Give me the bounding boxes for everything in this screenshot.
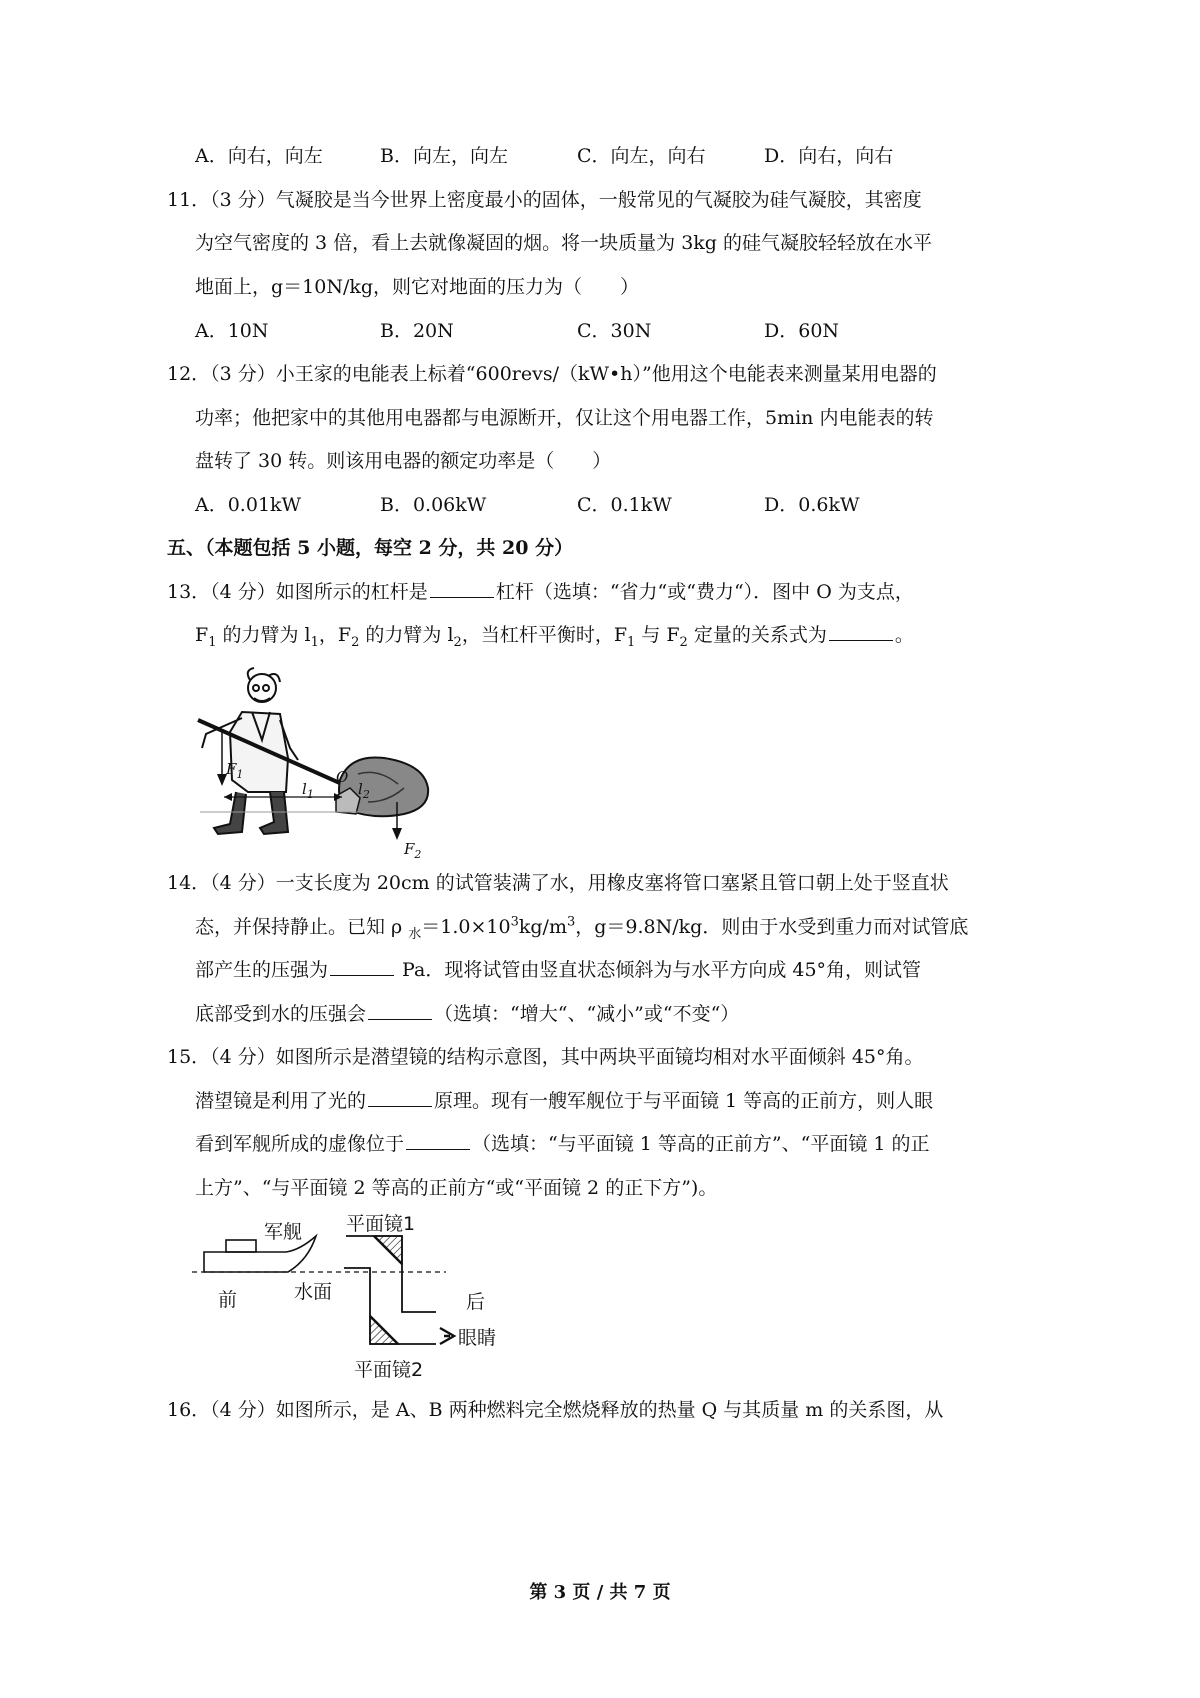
- q14-line-2: [195, 914, 968, 940]
- q13-s6: 2: [679, 634, 688, 650]
- q14-t1: 态，并保持静止。已知 ρ: [195, 916, 409, 938]
- q14-t3: kg/m: [518, 916, 567, 938]
- q12-option-a: A．0.01kW: [195, 494, 302, 516]
- q14-s3: 3: [566, 914, 576, 930]
- q13-t2: 的力臂为 l: [216, 624, 311, 646]
- q12-option-c: C．0.1kW: [577, 494, 672, 516]
- q13-t3: ，F: [318, 624, 352, 646]
- q13-s2: 1: [310, 634, 319, 650]
- q13-s1: 1: [208, 634, 217, 650]
- f2-label: $F_2$: [404, 840, 422, 861]
- q15-t1: 潜望镜是利用了光的: [195, 1090, 367, 1112]
- f1-label: $F_1$: [226, 760, 244, 781]
- q12-option-d: D．0.6kW: [764, 494, 860, 516]
- l2-label: $l_2$: [358, 780, 370, 801]
- q15-blank-1: [368, 1088, 432, 1107]
- q11-option-d: D．60N: [764, 320, 840, 342]
- person-illustration: [202, 668, 298, 834]
- q14-blank-2: [368, 1001, 432, 1020]
- q10-option-b: B．向左，向左: [380, 145, 508, 167]
- q13-t7: 定量的关系式为: [687, 624, 827, 646]
- q12-option-b: B．0.06kW: [380, 494, 487, 516]
- q10-option-c: C．向左，向右: [577, 145, 706, 167]
- q13-blank-1: [430, 579, 494, 598]
- q13-blank-2: [829, 622, 893, 641]
- q14-t2: ＝1.0×10: [421, 916, 511, 938]
- q15-t3: 看到军舰所成的虚像位于: [195, 1133, 405, 1155]
- pivot-label: O: [336, 768, 349, 786]
- q13-t8: 。: [894, 624, 914, 646]
- page-footer: 第 3 页 / 共 7 页: [529, 1582, 671, 1603]
- front-label: 前: [218, 1289, 238, 1311]
- q14-t5: 部产生的压强为: [195, 959, 329, 981]
- q14-t7: 底部受到水的压强会: [195, 1003, 367, 1025]
- q11-line-3: 地面上，g＝10N/kg，则它对地面的压力为（ ）: [195, 276, 640, 298]
- q10-option-d: D．向右，向右: [764, 145, 894, 167]
- q12-line-1: 12．（3 分）小王家的电能表上标着“600revs/（kW•h）”他用这个电能表来测量某用电器的: [167, 363, 937, 385]
- q14-line-4: [195, 1001, 739, 1027]
- back-label: 后: [466, 1291, 486, 1313]
- q15-line-4: 上方”、“与平面镜 2 等高的正前方“或“平面镜 2 的正下方”)。: [195, 1177, 718, 1199]
- ship-label: 军舰: [264, 1221, 303, 1243]
- q15-blank-2: [406, 1131, 470, 1150]
- q13-s5: 1: [627, 634, 636, 650]
- water-label: 水面: [294, 1281, 333, 1303]
- q16-line-1: 16．（4 分）如图所示，是 A、B 两种燃料完全燃烧释放的热量 Q 与其质量 m 的关系图，从: [167, 1399, 944, 1421]
- q11-line-1: 11．（3 分）气凝胶是当今世界上密度最小的固体，一般常见的气凝胶为硅气凝胶，其密度: [167, 189, 922, 211]
- mirror-1-label: 平面镜1: [346, 1213, 416, 1235]
- q13-t1: F: [195, 624, 209, 646]
- q12-line-2: 功率；他把家中的其他用电器都与电源断开，仅让这个用电器工作，5min 内电能表的转: [195, 407, 934, 429]
- q15-line-2: [195, 1088, 933, 1114]
- q10-option-a: A．向右，向左: [195, 145, 323, 167]
- q14-t6: Pa．现将试管由竖直状态倾斜为与水平方向成 45°角，则试管: [396, 959, 922, 981]
- l1-label: $l_1$: [302, 780, 314, 801]
- q11-option-c: C．30N: [577, 320, 652, 342]
- periscope-figure: [190, 1210, 550, 1385]
- q13-t5: ，当杠杆平衡时，F: [461, 624, 627, 646]
- q11-option-a: A．10N: [195, 320, 269, 342]
- q13-line-1: [167, 579, 914, 605]
- section-title: 五、（本题包括 5 小题，每空 2 分，共 20 分）: [167, 537, 574, 559]
- q13-t4: 的力臂为 l: [359, 624, 454, 646]
- q14-t4: ，g＝9.8N/kg．则由于水受到重力而对试管底: [575, 916, 969, 938]
- q13-s4: 2: [453, 634, 462, 650]
- q14-s2: 3: [510, 914, 519, 930]
- q13-s3: 2: [351, 634, 360, 650]
- q11-line-2: 为空气密度的 3 倍，看上去就像凝固的烟。将一块质量为 3kg 的硅气凝胶轻轻放在水平: [195, 232, 933, 254]
- q15-t2: 原理。现有一艘军舰位于与平面镜 1 等高的正前方，则人眼: [434, 1090, 934, 1112]
- mirror-2-label: 平面镜2: [354, 1359, 424, 1381]
- q15-line-1: 15．（4 分）如图所示是潜望镜的结构示意图，其中两块平面镜均相对水平面倾斜 45°角。: [167, 1046, 924, 1068]
- q15-line-3: [195, 1131, 930, 1157]
- lever-figure: [190, 662, 450, 862]
- q13-t6: 与 F: [635, 624, 680, 646]
- q13-line-2: [195, 622, 914, 648]
- eye-label: 眼睛: [458, 1327, 497, 1349]
- q14-line-3: [195, 957, 921, 983]
- q14-line-1: 14．（4 分）一支长度为 20cm 的试管装满了水，用橡皮塞将管口塞紧且管口朝上处于竖直状: [167, 872, 949, 894]
- q13-text-b: 杠杆（选填：“省力“或“费力“）．图中 O 为支点，: [495, 581, 914, 603]
- eye-icon: [440, 1328, 454, 1344]
- q14-blank-1: [330, 957, 394, 976]
- q15-t4: （选填：“与平面镜 1 等高的正前方”、“平面镜 1 的正: [472, 1133, 930, 1155]
- q13-text-a: 13．（4 分）如图所示的杠杆是: [167, 581, 428, 603]
- q14-t8: （选填：“增大“、“减小”或“不变“）: [434, 1003, 740, 1025]
- q12-line-3: 盘转了 30 转。则该用电器的额定功率是（ ）: [195, 450, 612, 472]
- q11-option-b: B．20N: [380, 320, 454, 342]
- q14-s1: 水: [408, 926, 422, 942]
